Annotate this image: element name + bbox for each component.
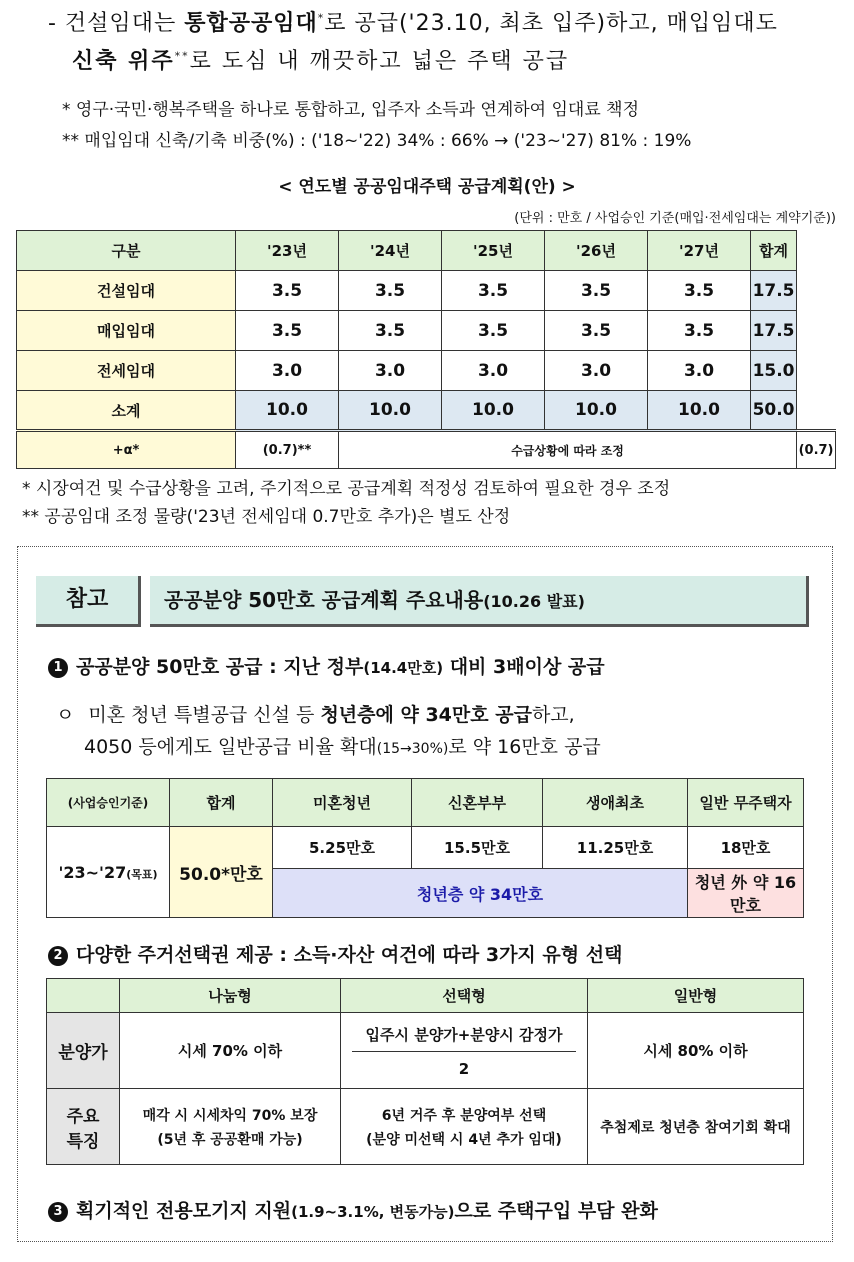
number-badge-1: 1	[48, 658, 68, 678]
formula-cell	[341, 1013, 588, 1089]
header-cell: 미혼청년	[273, 779, 412, 827]
footnote-mark: *	[317, 11, 325, 25]
header-cell: 합계	[751, 231, 797, 271]
row-label-line: 주요	[66, 1106, 100, 1127]
value-cell: 3.5	[648, 311, 751, 351]
bullet-text: 로 약 16만호 공급	[448, 736, 601, 758]
value-cell: 시세 70% 이하	[120, 1013, 341, 1089]
intro-text: - 건설임대는	[48, 11, 185, 36]
reference-tag: 참고	[36, 576, 141, 627]
bullet-text-small: (15→30%)	[376, 741, 449, 757]
bullet-line-2	[84, 732, 601, 759]
value-cell: 3.5	[236, 311, 339, 351]
header-cell: '25년	[442, 231, 545, 271]
value-cell: 11.25만호	[543, 827, 688, 869]
bullet-text: 4050 등에게도 일반공급 비율 확대	[84, 736, 377, 758]
header-cell: 구분	[17, 231, 236, 271]
header-cell: 생애최초	[543, 779, 688, 827]
intro-emphasis: 통합공공임대	[184, 11, 318, 36]
public-sale-table	[46, 778, 804, 918]
header-cell: 일반형	[588, 979, 804, 1013]
table-row	[17, 431, 836, 469]
value-cell: 3.5	[442, 271, 545, 311]
value-cell: 3.5	[339, 271, 442, 311]
row-label: 전세임대	[17, 351, 236, 391]
value-cell: 10.0	[339, 391, 442, 431]
header-cell: (사업승인기준)	[47, 779, 170, 827]
housing-type-table	[46, 978, 804, 1165]
total-cell: 17.5	[751, 271, 797, 311]
value-cell: 10.0	[236, 391, 339, 431]
intro-text: 로 도심 내 깨끗하고 넓은 주택 공급	[189, 49, 570, 74]
bullet-emphasis: 청년층에 약 34만호 공급	[320, 704, 532, 726]
header-cell: '26년	[545, 231, 648, 271]
value-cell: 3.5	[442, 311, 545, 351]
table-row	[47, 827, 804, 869]
row-label: +α*	[17, 431, 236, 469]
total-cell: 50.0	[751, 391, 797, 431]
table1-title: < 연도별 공공임대주택 공급계획(안) >	[278, 177, 576, 197]
value-cell: 3.5	[545, 271, 648, 311]
section-text: 다양한 주거선택권 제공 : 소득·자산 여건에 따라 3가지 유형 선택	[76, 944, 623, 966]
value-cell: 3.0	[339, 351, 442, 391]
value-cell: 18만호	[688, 827, 804, 869]
bullet-text: 하고,	[531, 704, 575, 726]
header-cell: '27년	[648, 231, 751, 271]
bullet-mark: ㅇ	[56, 704, 75, 726]
section-text: 획기적인 전용모기지 지원	[76, 1200, 292, 1222]
section-text: 대비 3배이상 공급	[443, 656, 605, 678]
table-row	[47, 1013, 804, 1089]
table-row	[17, 271, 836, 311]
value-cell: (0.7)**	[236, 431, 339, 469]
row-label: 분양가	[47, 1013, 120, 1089]
number-badge-3: 3	[48, 1202, 68, 1222]
reference-title-box	[150, 576, 809, 627]
table-row	[17, 351, 836, 391]
value-cell: 5.25만호	[273, 827, 412, 869]
total-cell: 50.0*만호	[170, 827, 273, 918]
table1-footnote-2: ** 공공임대 조정 물량('23년 전세임대 0.7만호 추가)은 별도 산정	[22, 507, 511, 527]
header-cell: '23년	[236, 231, 339, 271]
feature-cell: 추첨제로 청년층 참여기회 확대	[588, 1089, 804, 1165]
value-cell: 3.0	[236, 351, 339, 391]
intro-line-2	[72, 44, 569, 75]
value-cell: 3.5	[236, 271, 339, 311]
value-cell: 3.5	[545, 311, 648, 351]
total-cell: 15.0	[751, 351, 797, 391]
value-cell: 3.0	[442, 351, 545, 391]
table1-unit: (단위 : 만호 / 사업승인 기준(매입·전세임대는 계약기준))	[514, 211, 836, 226]
total-cell: 17.5	[751, 311, 797, 351]
table-row	[17, 311, 836, 351]
header-cell: 합계	[170, 779, 273, 827]
formula-numerator: 입주시 분양가+분양시 감정가	[352, 1024, 576, 1052]
header-cell: 신혼부부	[412, 779, 543, 827]
section-text-small: (1.9~3.1%, 변동가능)	[291, 1203, 455, 1221]
section-text-small: (14.4만호)	[363, 659, 444, 677]
row-label: 매입임대	[17, 311, 236, 351]
supply-plan-table	[16, 230, 836, 469]
section-2-heading	[48, 940, 622, 967]
footnote-mark: **	[174, 49, 190, 63]
merged-cell: 수급상황에 따라 조정	[339, 431, 797, 469]
section-text: 공공분양 50만호 공급 : 지난 정부	[76, 656, 364, 678]
formula-denominator: 2	[458, 1059, 470, 1078]
intro-line-1	[48, 6, 778, 37]
section-3-heading	[48, 1196, 658, 1223]
bullet-line-1	[56, 700, 575, 727]
value-cell: 10.0	[545, 391, 648, 431]
feature-line: (5년 후 공공환매 가능)	[157, 1131, 303, 1148]
section-text: 으로 주택구입 부담 완화	[454, 1200, 658, 1222]
reference-title: 공공분양 50만호 공급계획 주요내용	[164, 588, 484, 612]
reference-date: (10.26 발표)	[483, 592, 585, 611]
feature-line: (분양 미선택 시 4년 추가 임대)	[366, 1131, 562, 1148]
value-cell: 10.0	[648, 391, 751, 431]
row-label	[47, 1089, 120, 1165]
period-text: '23~'27	[58, 862, 127, 882]
value-cell: 3.0	[648, 351, 751, 391]
row-label: 소계	[17, 391, 236, 431]
value-cell: 3.5	[648, 271, 751, 311]
feature-cell	[341, 1089, 588, 1165]
header-cell: '24년	[339, 231, 442, 271]
nonyouth-total-cell: 청년 外 약 16만호	[688, 869, 804, 918]
header-cell: 일반 무주택자	[688, 779, 804, 827]
table1-footnote-1: * 시장여건 및 수급상황을 고려, 주기적으로 공급계획 적정성 검토하여 필요한 경우 조정	[22, 479, 671, 499]
intro-note-1: * 영구·국민·행복주택을 하나로 통합하고, 입주자 소득과 연계하여 임대료 책정	[62, 100, 640, 120]
value-cell: 15.5만호	[412, 827, 543, 869]
header-cell: 선택형	[341, 979, 588, 1013]
header-cell: 나눔형	[120, 979, 341, 1013]
intro-emphasis: 신축 위주	[72, 49, 175, 74]
row-label-line: 특징	[66, 1131, 100, 1152]
total-cell: (0.7)	[797, 431, 836, 469]
row-label: 건설임대	[17, 271, 236, 311]
section-1-heading	[48, 652, 605, 679]
table-row	[47, 1089, 804, 1165]
youth-total-cell: 청년층 약 34만호	[273, 869, 688, 918]
table-row	[17, 391, 836, 431]
value-cell: 시세 80% 이하	[588, 1013, 804, 1089]
bullet-text: 미혼 청년 특별공급 신설 등	[88, 704, 321, 726]
feature-line: 매각 시 시세차익 70% 보장	[142, 1107, 318, 1124]
period-cell	[47, 827, 170, 918]
number-badge-2: 2	[48, 946, 68, 966]
period-note: (목표)	[126, 867, 158, 881]
value-cell: 3.0	[545, 351, 648, 391]
header-cell	[47, 979, 120, 1013]
value-cell: 10.0	[442, 391, 545, 431]
intro-note-2: ** 매입임대 신축/기축 비중(%) : ('18~'22) 34% : 66% → ('23~'27) 81% : 19%	[62, 131, 692, 151]
value-cell: 3.5	[339, 311, 442, 351]
intro-text: 로 공급('23.10, 최초 입주)하고, 매입임대도	[324, 11, 778, 36]
feature-cell	[120, 1089, 341, 1165]
feature-line: 6년 거주 후 분양여부 선택	[381, 1107, 547, 1124]
